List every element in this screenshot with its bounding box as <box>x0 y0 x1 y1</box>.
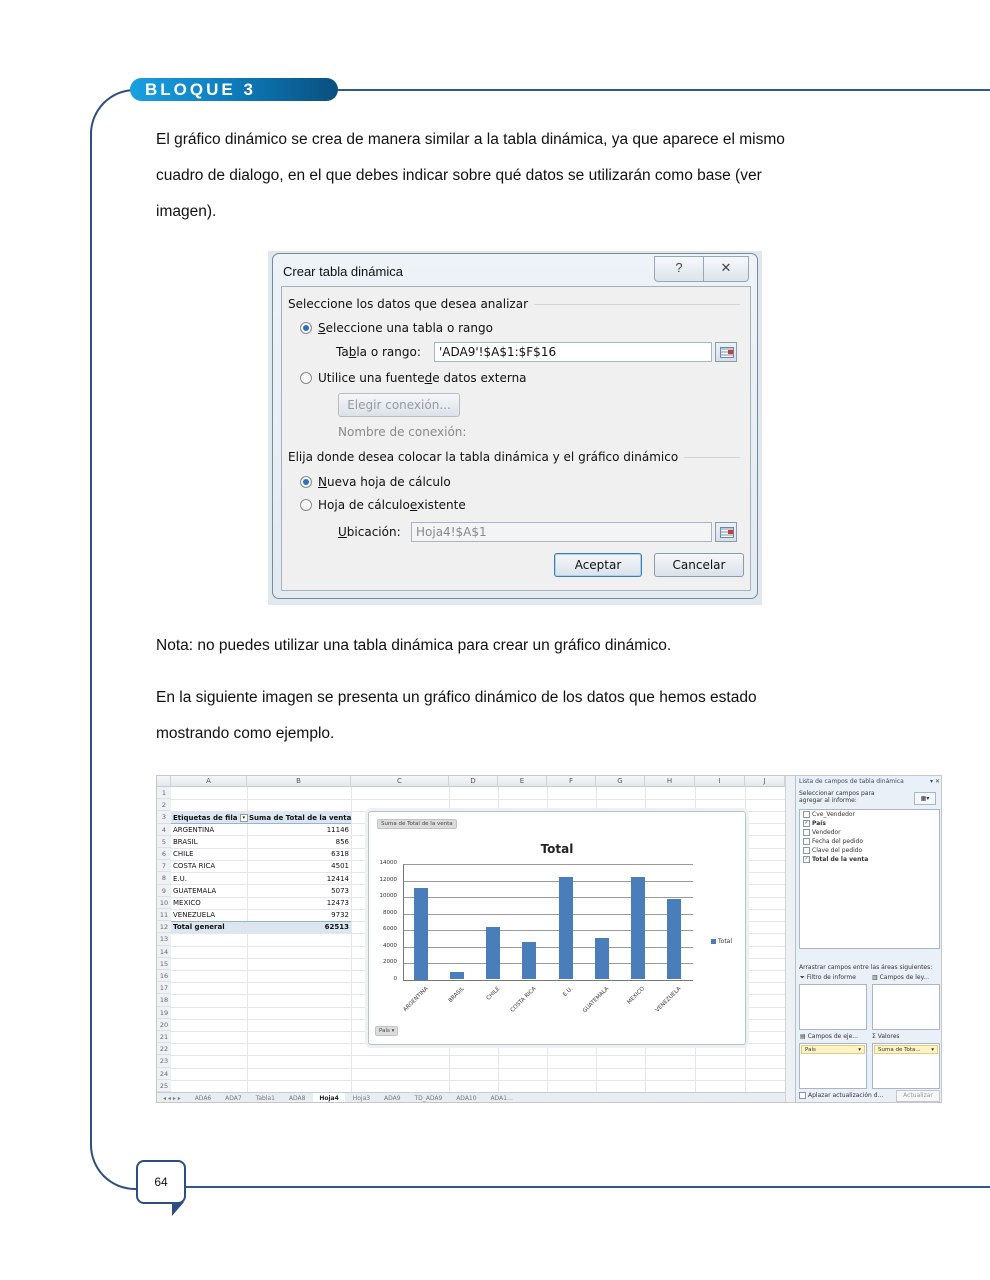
row-header[interactable]: 14 <box>157 946 171 958</box>
grid-line <box>171 1080 785 1081</box>
gridline <box>403 963 693 964</box>
filter-dropdown-icon[interactable]: ▾ <box>240 814 248 822</box>
pivot-row-total[interactable]: 11146 <box>326 826 349 834</box>
chevron-down-icon: ▾ <box>858 1047 861 1053</box>
page-number-tail <box>164 1202 184 1216</box>
checkbox[interactable] <box>803 829 810 836</box>
label-accesskey: e <box>409 498 418 512</box>
radio-button-selected[interactable] <box>300 476 312 488</box>
sheet-tab[interactable]: ADA6 <box>194 1095 212 1102</box>
bar-costa-rica[interactable] <box>522 942 536 979</box>
pivot-row-total[interactable]: 12473 <box>326 899 349 907</box>
row-header[interactable]: 4 <box>157 824 171 836</box>
axis-field-chip[interactable] <box>801 1045 865 1054</box>
grand-total-label[interactable]: Total general <box>173 923 225 931</box>
radio-table-range[interactable] <box>300 321 493 335</box>
connection-name-label: Nombre de conexión: <box>338 425 467 439</box>
checkbox[interactable] <box>803 811 810 818</box>
group-placement <box>288 450 740 464</box>
group-placement-label: Elija donde desea colocar la tabla dinámica y el gráfico dinámico <box>288 450 679 464</box>
label-accesskey: U <box>338 525 347 539</box>
defer-update-checkbox[interactable] <box>799 1092 883 1099</box>
row-header[interactable]: 10 <box>157 897 171 909</box>
values-area-label <box>872 1033 900 1040</box>
area-label: Campos de ley... <box>879 974 929 981</box>
x-label: COSTA RICA <box>509 986 538 1014</box>
filter-icon: ⏷ <box>800 974 805 981</box>
intro-line-3: imagen). <box>156 203 217 220</box>
row-header[interactable]: 5 <box>157 836 171 848</box>
label-accesskey: b <box>348 345 357 359</box>
page-number: 64 <box>154 1175 168 1189</box>
grand-total-value[interactable]: 62513 <box>324 923 349 931</box>
excel-pivot-chart-screenshot <box>156 775 942 1103</box>
field-name: Total de la venta <box>812 856 869 863</box>
column-header-g[interactable]: G <box>596 776 645 787</box>
row-labels-text: Etiquetas de fila <box>173 814 238 822</box>
sheet-tab[interactable]: ADA7 <box>225 1095 242 1102</box>
row-header[interactable]: 1 <box>157 787 171 799</box>
legend-fields-icon: ▥ <box>872 974 878 981</box>
area-label: Valores <box>877 1033 900 1040</box>
label-part: bicación: <box>346 525 401 539</box>
row-header[interactable]: 13 <box>157 933 171 945</box>
pivot-row-country[interactable]: CHILE <box>173 850 194 858</box>
pivot-row-total[interactable]: 12414 <box>326 875 349 883</box>
chevron-down-icon: ▾ <box>931 1047 934 1053</box>
grid-line <box>171 1055 785 1056</box>
x-label: MEXICO <box>626 986 647 1006</box>
radio-new-sheet[interactable] <box>300 475 451 489</box>
label-accesskey: N <box>318 475 327 489</box>
intro-paragraph <box>156 122 876 230</box>
dropdown-arrow-icon: ▾ <box>391 1028 395 1034</box>
x-axis <box>403 980 693 981</box>
bar-eu[interactable] <box>559 877 573 979</box>
row-header[interactable]: 12 <box>157 921 171 933</box>
pivot-field-list-panel <box>795 776 942 1103</box>
axis-fields-area-label <box>800 1033 858 1040</box>
bar-brasil[interactable] <box>450 972 464 979</box>
row-header[interactable]: 22 <box>157 1043 171 1055</box>
layout-options-button[interactable]: ▦▾ <box>914 792 936 805</box>
y-tick: 6000 <box>383 926 397 932</box>
pivot-row-total[interactable]: 856 <box>335 838 349 846</box>
gridline <box>403 881 693 882</box>
pivot-row-country[interactable]: VENEZUELA <box>173 911 216 919</box>
bar-venezuela[interactable] <box>667 899 681 979</box>
location-label <box>338 525 401 539</box>
help-button[interactable] <box>654 256 703 282</box>
gridline <box>403 930 693 931</box>
gridline <box>403 914 693 915</box>
radio-table-range-label: eleccione una tabla o rango <box>325 321 493 335</box>
area-label: Filtro de informe <box>806 974 856 981</box>
checkbox[interactable] <box>803 847 810 854</box>
frame-left-line <box>90 140 92 1140</box>
column-header-j[interactable]: J <box>745 776 785 787</box>
page-number-badge <box>136 1160 186 1204</box>
sigma-icon: Σ <box>872 1033 876 1040</box>
sheet-tab[interactable]: ADA1… <box>490 1095 514 1102</box>
sheet-tab[interactable]: ADA9 <box>383 1095 401 1102</box>
report-filter-area-label <box>800 974 856 982</box>
pivot-row-country[interactable]: GUATEMALA <box>173 887 217 895</box>
pivot-row-total[interactable]: 5073 <box>331 887 349 895</box>
sheet-tab[interactable]: Hoja3 <box>352 1095 371 1102</box>
chart-title: Total <box>540 842 574 856</box>
chart-intro-paragraph <box>156 680 876 752</box>
row-header[interactable]: 2 <box>157 799 171 811</box>
pivot-row-total[interactable]: 9732 <box>331 911 349 919</box>
column-header-f[interactable]: F <box>547 776 596 787</box>
label-part: e datos externa <box>432 371 527 385</box>
bar-guatemala[interactable] <box>595 938 609 980</box>
intro-line-2: cuadro de dialogo, en el que debes indicar sobre qué datos se utilizarán como base (ver <box>156 167 762 184</box>
choose-connection-button[interactable]: Elegir conexión... <box>338 393 460 417</box>
drag-instruction: Arrastrar campos entre las áreas siguientes: <box>799 964 933 971</box>
row-header[interactable]: 7 <box>157 860 171 872</box>
row-header[interactable]: 19 <box>157 1007 171 1019</box>
field-name: Cve_Vendedor <box>812 811 856 818</box>
row-header[interactable]: 11 <box>157 909 171 921</box>
field-item[interactable] <box>800 828 939 837</box>
pivot-row-country[interactable]: E.U. <box>173 875 187 883</box>
legend-fields-drop-area[interactable] <box>872 984 940 1030</box>
field-name: Vendedor <box>812 829 841 836</box>
update-button[interactable]: Actualizar <box>896 1090 940 1102</box>
pivot-row-country[interactable]: BRASIL <box>173 838 198 846</box>
axis-fields-icon: ▤ <box>800 1033 806 1040</box>
radio-external-source[interactable] <box>300 371 527 385</box>
radio-button-selected[interactable] <box>300 322 312 334</box>
label-part: Hoja de cálculo <box>318 498 410 512</box>
radio-button[interactable] <box>300 372 312 384</box>
field-item[interactable] <box>800 855 939 864</box>
radio-existing-sheet[interactable] <box>300 498 466 512</box>
select-all-corner[interactable] <box>157 776 171 787</box>
label-part: la o rango: <box>356 345 421 359</box>
close-icon: ✕ <box>720 260 732 275</box>
column-header-h[interactable]: H <box>645 776 695 787</box>
y-tick: 2000 <box>383 959 397 965</box>
column-header-b[interactable]: B <box>247 776 351 787</box>
axis-field-label: País <box>379 1028 390 1034</box>
chart-intro-line-1: En la siguiente imagen se presenta un gráfico dinámico de los datos que hemos estado <box>156 689 757 706</box>
grid-line <box>247 787 248 1092</box>
x-label: BRASIL <box>447 986 466 1004</box>
row-header[interactable]: 23 <box>157 1055 171 1067</box>
y-tick: 12000 <box>379 876 397 883</box>
report-filter-drop-area[interactable] <box>799 984 867 1030</box>
sheet-tab-bar <box>157 1092 785 1103</box>
location-input[interactable]: Hoja4!$A$1 <box>411 522 712 542</box>
values-field-chip[interactable] <box>874 1045 938 1054</box>
dialog-title: Crear tabla dinámica <box>283 264 403 279</box>
tab-scroll-arrows-icon[interactable]: ◂ ◂ ▸ ▸ <box>163 1095 181 1102</box>
pivot-row-total[interactable]: 6318 <box>331 850 349 858</box>
row-header[interactable]: 6 <box>157 848 171 860</box>
label-part: Ta <box>336 345 349 359</box>
pivot-row-country[interactable]: COSTA RICA <box>173 862 216 870</box>
column-header-i[interactable]: I <box>695 776 745 787</box>
table-range-input[interactable]: 'ADA9'!$A$1:$F$16 <box>434 342 712 362</box>
x-label: GUATEMALA <box>582 986 611 1015</box>
column-header-e[interactable]: E <box>498 776 547 787</box>
row-labels-header[interactable] <box>173 812 248 824</box>
create-pivot-dialog <box>272 253 758 599</box>
y-axis <box>403 864 404 980</box>
row-header[interactable]: 20 <box>157 1019 171 1031</box>
pivot-row-country[interactable]: ARGENTINA <box>173 826 215 834</box>
legend-swatch <box>711 939 716 944</box>
help-icon: ? <box>675 260 683 275</box>
bar-chile[interactable] <box>486 927 500 979</box>
gridline <box>403 947 693 948</box>
pivot-row-total[interactable]: 4501 <box>331 862 349 870</box>
label-accesskey: d <box>424 371 433 385</box>
label-part: ueva hoja de cálculo <box>326 475 451 489</box>
label-part: Utilice una fuente <box>318 371 425 385</box>
x-label: CHILE <box>485 986 502 1002</box>
legend-fields-area-label <box>872 974 929 981</box>
row-header[interactable]: 24 <box>157 1068 171 1080</box>
row-header[interactable]: 17 <box>157 982 171 994</box>
checkbox[interactable] <box>799 1092 806 1099</box>
range-select-icon <box>720 527 734 538</box>
field-item[interactable] <box>800 819 939 828</box>
note-paragraph: Nota: no puedes utilizar una tabla dinámica para crear un gráfico dinámico. <box>156 637 672 654</box>
defer-update-label: Aplazar actualización d... <box>808 1092 884 1099</box>
panel-close-icon[interactable]: ▾ ✕ <box>930 778 940 785</box>
range-select-icon <box>720 347 734 358</box>
sheet-tab[interactable]: Tabla1 <box>255 1095 275 1102</box>
bar-mexico[interactable] <box>631 877 645 980</box>
grid-line <box>351 787 352 1092</box>
field-item[interactable] <box>800 837 939 846</box>
bar-argentina[interactable] <box>414 888 428 980</box>
area-label: Campos de eje... <box>807 1033 858 1040</box>
row-header[interactable]: 18 <box>157 994 171 1006</box>
chip-label: País <box>805 1047 816 1053</box>
label-part: xistente <box>417 498 466 512</box>
value-field-button[interactable]: Suma de Total de la venta <box>377 819 457 829</box>
create-pivot-dialog-screenshot <box>268 251 762 605</box>
x-label: E.U. <box>562 986 575 999</box>
group-select-data-label: Seleccione los datos que desea analizar <box>288 297 529 311</box>
chart-legend[interactable] <box>711 938 732 945</box>
panel-instruction: Seleccionar campos para agregar al informe: <box>799 790 875 804</box>
section-label: BLOQUE 3 <box>130 78 338 101</box>
field-name: Fecha del pedido <box>812 838 864 845</box>
y-tick: 14000 <box>379 860 397 866</box>
group-select-data <box>288 297 740 311</box>
gridline <box>403 897 693 898</box>
row-header[interactable]: 3 <box>157 811 171 823</box>
row-header[interactable]: 8 <box>157 872 171 884</box>
field-item[interactable] <box>800 810 939 819</box>
sheet-tab[interactable]: ADA8 <box>288 1095 306 1102</box>
checkbox-checked[interactable]: ✓ <box>804 820 809 826</box>
row-header[interactable]: 15 <box>157 958 171 970</box>
table-range-label <box>336 345 421 359</box>
panel-title: Lista de campos de tabla dinámica <box>799 778 904 785</box>
intro-line-1: El gráfico dinámico se crea de manera similar a la tabla dinámica, ya que aparece el mismo <box>156 131 785 148</box>
x-label: VENEZUELA <box>654 986 683 1014</box>
checkbox[interactable] <box>803 838 810 845</box>
grid-line <box>171 799 785 800</box>
sheet-tab[interactable]: ADA10 <box>456 1095 477 1102</box>
field-name: País <box>812 820 826 827</box>
axis-field-button[interactable] <box>375 1026 398 1036</box>
row-header[interactable]: 25 <box>157 1080 171 1092</box>
field-name: Clave del pedido <box>812 847 863 854</box>
field-list-box <box>799 809 940 949</box>
row-header[interactable]: 21 <box>157 1031 171 1043</box>
sum-header[interactable]: Suma de Total de la venta <box>249 814 352 822</box>
y-tick: 0 <box>393 975 397 982</box>
pivot-chart[interactable] <box>368 811 746 1045</box>
column-header-c[interactable]: C <box>351 776 449 787</box>
y-tick: 4000 <box>383 942 397 949</box>
cancel-button[interactable]: Cancelar <box>654 553 744 577</box>
sheet-tab[interactable]: TD_ADA9 <box>414 1095 443 1102</box>
location-collapse-button[interactable] <box>715 522 737 542</box>
chip-label: Suma de Tota... <box>878 1047 921 1053</box>
sheet-tab-active[interactable]: Hoja4 <box>313 1093 344 1103</box>
legend-label: Total <box>718 938 733 945</box>
frame-bottom-line <box>185 1186 990 1188</box>
close-button[interactable] <box>703 256 749 282</box>
row-header[interactable]: 9 <box>157 885 171 897</box>
gridline <box>403 864 693 865</box>
y-tick: 10000 <box>379 893 397 899</box>
column-header-a[interactable]: A <box>171 776 247 787</box>
field-item[interactable] <box>800 846 939 855</box>
x-label: ARGENTINA <box>402 986 430 1014</box>
column-header-d[interactable]: D <box>449 776 498 787</box>
collapse-dialog-button[interactable] <box>715 342 737 362</box>
ok-button[interactable]: Aceptar <box>554 553 642 577</box>
radio-table-range-accesskey: S <box>318 321 326 335</box>
y-tick: 8000 <box>383 909 397 916</box>
grid-line <box>171 1068 785 1069</box>
pivot-row-country[interactable]: MEXICO <box>173 899 201 907</box>
dialog-body <box>281 286 751 591</box>
row-header[interactable]: 16 <box>157 970 171 982</box>
chart-intro-line-2: mostrando como ejemplo. <box>156 725 335 742</box>
radio-button[interactable] <box>300 499 312 511</box>
checkbox-checked[interactable]: ✓ <box>804 856 809 862</box>
